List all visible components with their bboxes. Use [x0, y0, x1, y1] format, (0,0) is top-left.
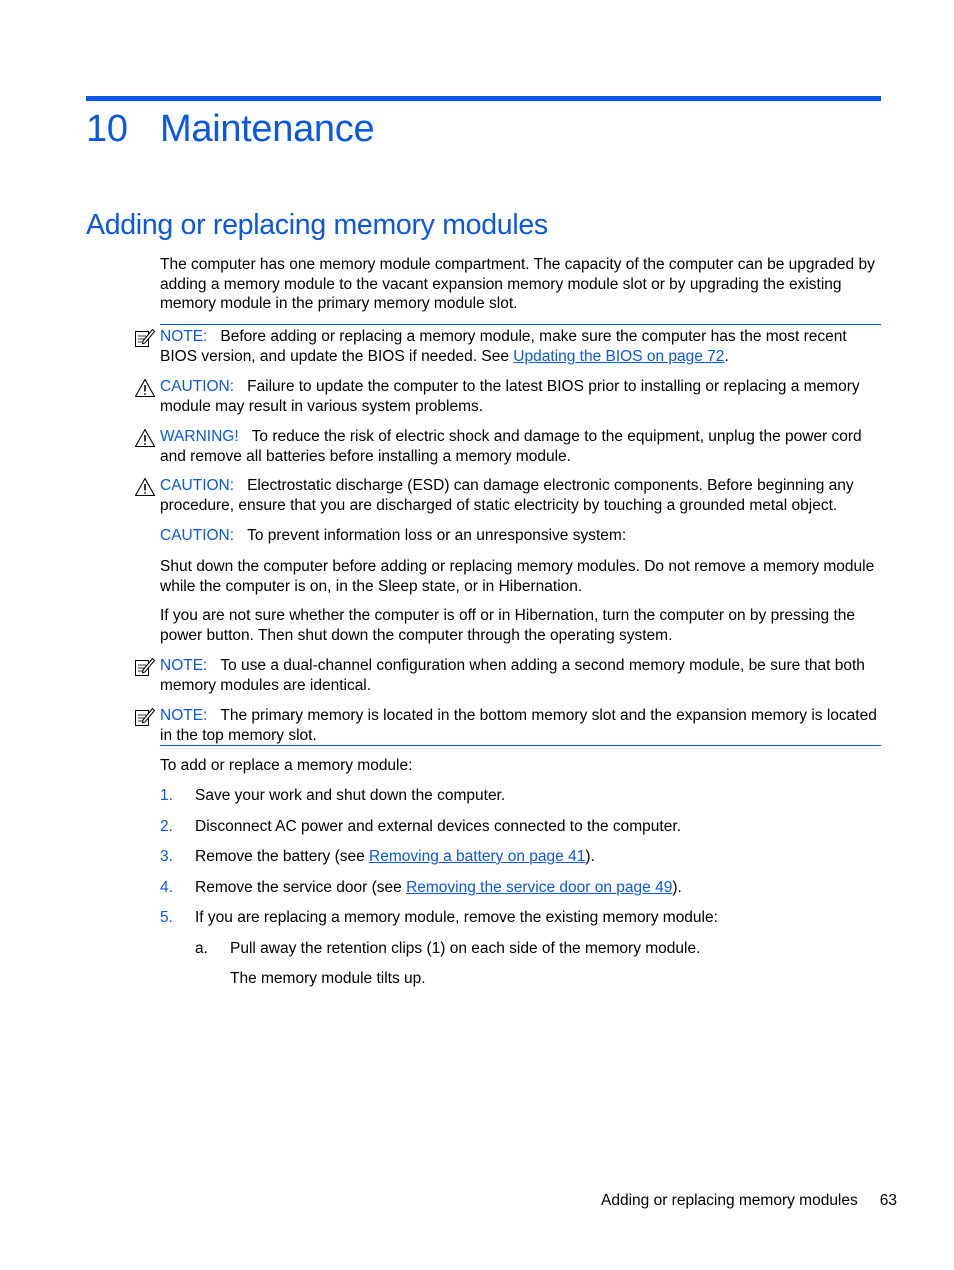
- callout-number: (1): [426, 940, 446, 957]
- list-item: [160, 908, 882, 928]
- step-text-end: ).: [585, 848, 595, 865]
- step-number: 2.: [160, 818, 173, 835]
- page-footer: [601, 1191, 897, 1211]
- warning-text: To reduce the risk of electric shock and damage to the equipment, unplug the power cord and remove all batteries before installing a memory module.: [160, 428, 862, 465]
- sub-list-item: [195, 939, 845, 989]
- step-text-start: Remove the battery (see: [195, 848, 370, 865]
- note-pencil-icon: [134, 657, 156, 677]
- step-text: [195, 878, 885, 898]
- chapter-number: 10: [86, 108, 128, 150]
- step-text-start: Remove the service door (see: [195, 879, 407, 896]
- intro-paragraph: The computer has one memory module compartment. The capacity of the computer can be upgraded by adding a memory module to the vacant expansion memory module slot or by upgrading the existing memory module in the primary memory module slot.: [160, 256, 875, 312]
- procedure-intro: To add or replace a memory module:: [160, 757, 413, 774]
- caution-2: [160, 476, 882, 515]
- page-number: 63: [879, 1192, 897, 1209]
- note-pencil-icon: [134, 707, 156, 727]
- note-2: [160, 656, 882, 695]
- chapter-rule: [86, 96, 881, 101]
- substep-letter: a.: [195, 940, 208, 957]
- step-text: [195, 847, 885, 867]
- caution-1: [160, 377, 882, 416]
- substep-text-start: Pull away the retention clips: [230, 940, 427, 957]
- notice-top-rule: [160, 324, 881, 325]
- chapter-title: Maintenance: [160, 108, 375, 150]
- note-text: The primary memory is located in the bottom memory slot and the expansion memory is located in the top memory slot.: [160, 707, 877, 744]
- removing-service-door-link[interactable]: Removing the service door on page 49: [406, 879, 673, 896]
- note-label: NOTE:: [160, 707, 208, 724]
- list-item: [160, 878, 882, 898]
- caution-label: CAUTION:: [160, 378, 235, 395]
- section-title: Adding or replacing memory modules: [86, 209, 548, 241]
- note-text-end: .: [724, 347, 729, 365]
- note-label: NOTE:: [160, 657, 208, 674]
- step-text: If you are replacing a memory module, remove the existing memory module:: [195, 909, 718, 926]
- warning-1: [160, 427, 882, 466]
- note-pencil-icon: [134, 328, 156, 348]
- footer-title: Adding or replacing memory modules: [601, 1192, 858, 1209]
- chapter-heading: [86, 104, 374, 154]
- caution-text: Failure to update the computer to the latest BIOS prior to installing or replacing a memory module may result in various system problems.: [160, 378, 860, 415]
- caution-label: CAUTION:: [160, 477, 235, 494]
- note-3: [160, 706, 882, 745]
- step-number: 4.: [160, 879, 173, 896]
- note-1: [160, 327, 882, 366]
- caution-text: Electrostatic discharge (ESD) can damage electronic components. Before beginning any procedure, ensure that you are discharged of static electricity by touching a grounded metal object.: [160, 477, 854, 514]
- bios-update-link[interactable]: Updating the BIOS on page 72: [513, 347, 725, 365]
- note-label: NOTE:: [160, 328, 208, 345]
- removing-battery-link[interactable]: Removing a battery on page 41: [369, 848, 586, 865]
- list-item: [160, 817, 882, 837]
- step-text: Save your work and shut down the computer.: [195, 787, 506, 804]
- list-item: [160, 847, 882, 867]
- substep-text-end: on each side of the memory module.: [445, 940, 701, 957]
- step-number: 3.: [160, 848, 173, 865]
- substep-result: The memory module tilts up.: [230, 970, 426, 987]
- warning-label: WARNING!: [160, 428, 239, 445]
- step-text-end: ).: [672, 879, 682, 896]
- step-text: Disconnect AC power and external devices connected to the computer.: [195, 818, 681, 835]
- caution-3-para-2: If you are not sure whether the computer is off or in Hibernation, turn the computer on by pressing the power button. Then shut down the computer through the operating system.: [160, 607, 856, 644]
- warning-triangle-icon: [134, 378, 156, 398]
- caution-3: [160, 526, 882, 546]
- warning-triangle-icon: [134, 477, 156, 497]
- notice-bottom-rule: [160, 745, 881, 746]
- caution-text: To prevent information loss or an unresponsive system:: [247, 527, 627, 544]
- substep-text: [230, 939, 700, 959]
- caution-label: CAUTION:: [160, 527, 235, 544]
- note-text: Before adding or replacing a memory module, make sure the computer has the most recent BIOS version, and update the BIOS if needed. See: [160, 328, 847, 365]
- step-number: 5.: [160, 909, 173, 926]
- note-text: To use a dual-channel configuration when adding a second memory module, be sure that both memory modules are identical.: [160, 657, 865, 694]
- list-item: [160, 786, 882, 806]
- step-number: 1.: [160, 787, 173, 804]
- warning-triangle-icon: [134, 428, 156, 448]
- caution-3-para-1: Shut down the computer before adding or replacing memory modules. Do not remove a memory module while the computer is on, in the Sleep state, or in Hibernation.: [160, 558, 875, 595]
